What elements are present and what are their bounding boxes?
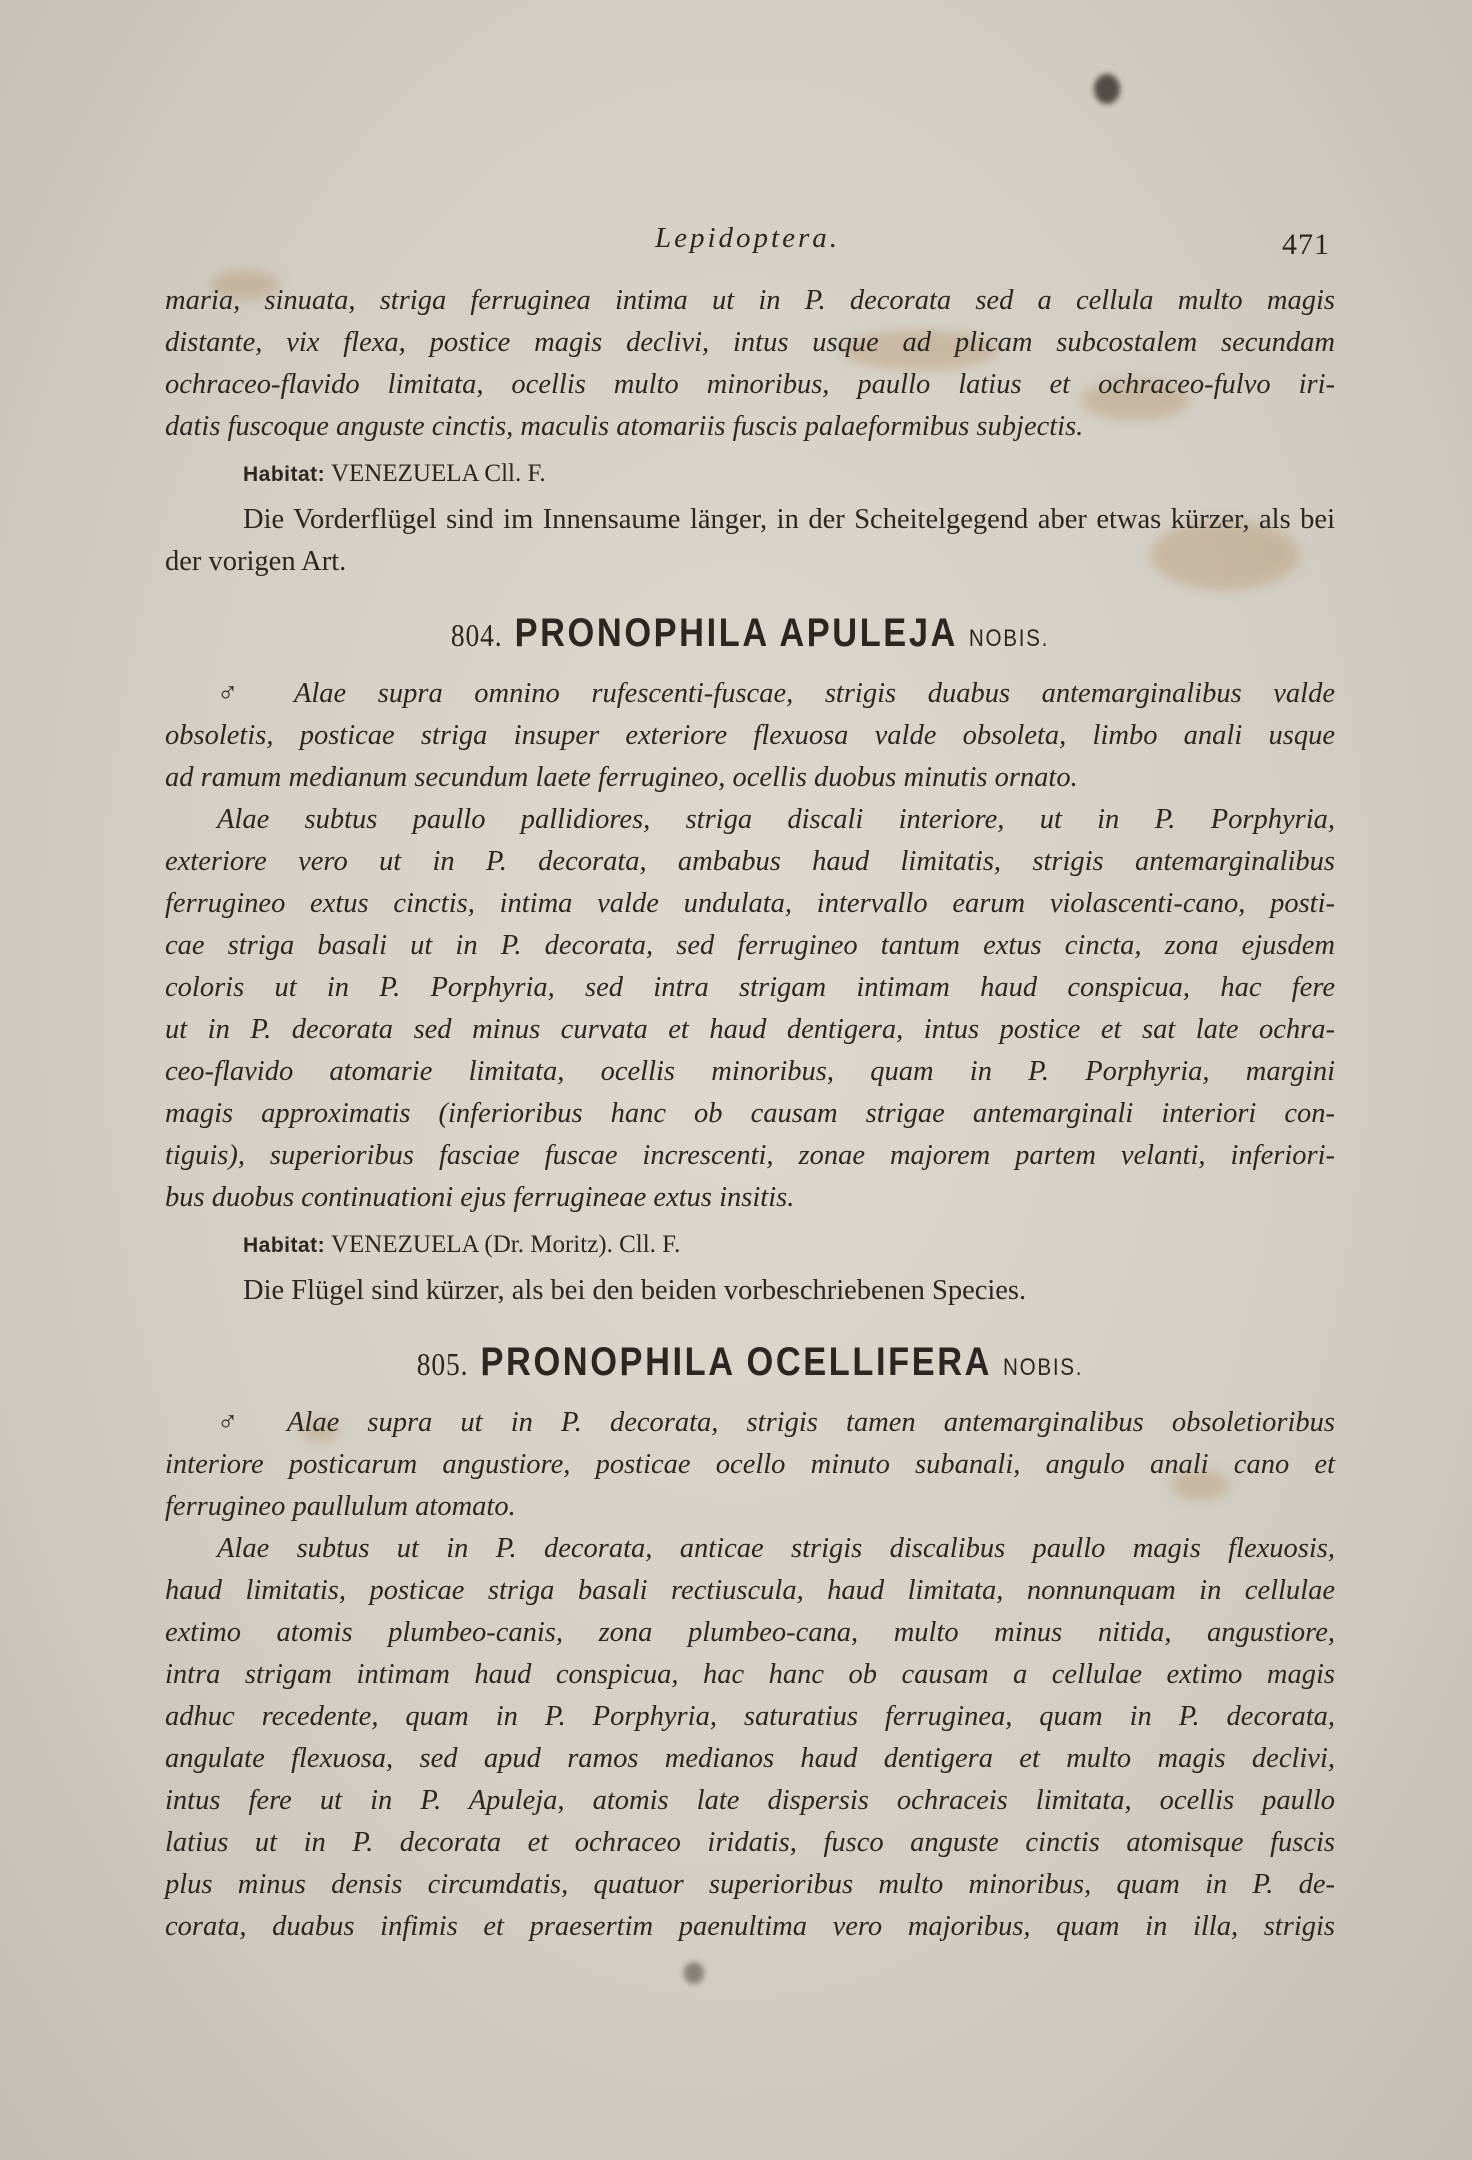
german-note: Die Vorderflügel sind im Innensaume länger, in der Scheitelgegend aber etwas kürzer, als bei der vorigen Art. <box>165 504 1335 577</box>
latin-line: distante, vix flexa, postice magis declivi, intus usque ad plicam subcostalem secundam <box>165 327 1335 358</box>
latin-line: Alae subtus ut in P. decorata, anticae strigis discalibus paullo magis flexuosis, <box>217 1533 1335 1564</box>
ink-spot <box>1094 74 1120 104</box>
latin-line: ♂ Alae supra ut in P. decorata, strigis tamen antemarginalibus obsoletioribus <box>217 1407 1335 1438</box>
latin-line: exteriore vero ut in P. decorata, ambabus haud limitatis, strigis antemarginalibus <box>165 846 1335 877</box>
latin-line: ochraceo-flavido limitata, ocellis multo minoribus, paullo latius et ochraceo-fulvo iri- <box>165 369 1335 400</box>
latin-line: haud limitatis, posticae striga basali rectiuscula, haud limitata, nonnunquam in cellulae <box>165 1575 1335 1606</box>
latin-line: intra strigam intimam haud conspicua, hac hanc ob causam a cellulae extimo magis <box>165 1659 1335 1690</box>
latin-line: obsoletis, posticae striga insuper exteriore flexuosa valde obsoleta, limbo anali usque <box>165 720 1335 751</box>
species-heading-804 <box>247 609 1253 663</box>
latin-line: ferrugineo paullulum atomato. <box>165 1491 516 1522</box>
species-name: PRONOPHILA APULEJA <box>514 611 957 655</box>
latin-line: latius ut in P. decorata et ochraceo iridatis, fusco anguste cinctis atomisque fuscis <box>165 1827 1335 1858</box>
species-author: NOBIS. <box>968 625 1050 652</box>
latin-line: tiguis), superioribus fasciae fuscae increscenti, zonae majorem partem velanti, inferiori- <box>165 1140 1335 1171</box>
latin-line: Alae subtus paullo pallidiores, striga discali interiore, ut in P. Porphyria, <box>217 804 1335 835</box>
latin-line: plus minus densis circumdatis, quatuor superioribus multo minoribus, quam in P. de- <box>165 1869 1335 1900</box>
latin-line: maria, sinuata, striga ferruginea intima ut in P. decorata sed a cellula multo magis <box>165 285 1335 316</box>
latin-line: ut in P. decorata sed minus curvata et haud dentigera, intus postice et sat late ochra- <box>165 1014 1335 1045</box>
latin-line: ad ramum medianum secundum laete ferrugineo, ocellis duobus minutis ornato. <box>165 762 1078 793</box>
habitat-label: Habitat: <box>243 1234 326 1257</box>
habitat-label: Habitat: <box>243 463 326 486</box>
latin-line: intus fere ut in P. Apuleja, atomis late dispersis ochraceis limitata, ocellis paullo <box>165 1785 1335 1816</box>
species-author: NOBIS. <box>1002 1354 1084 1381</box>
latin-line: magis approximatis (inferioribus hanc ob causam strigae antemarginali interiori con- <box>165 1098 1335 1129</box>
running-head <box>0 222 1472 262</box>
latin-line: ceo-flavido atomarie limitata, ocellis minoribus, quam in P. Porphyria, margini <box>165 1056 1335 1087</box>
continuation-block <box>165 280 1335 1948</box>
habitat-line <box>243 1225 1335 1266</box>
page-number: 471 <box>1282 228 1330 261</box>
latin-line: ♂ Alae supra omnino rufescenti-fuscae, strigis duabus antemarginalibus valde <box>217 678 1335 709</box>
latin-line: datis fuscoque anguste cinctis, maculis atomariis fuscis palaeformibus subjectis. <box>165 411 1084 442</box>
latin-line: extimo atomis plumbeo-canis, zona plumbeo-cana, multo minus nitida, angustiore, <box>165 1617 1335 1648</box>
latin-line: bus duobus continuationi ejus ferrugineae extus insitis. <box>165 1182 795 1213</box>
latin-line: angulate flexuosa, sed apud ramos medianos haud dentigera et multo magis declivi, <box>165 1743 1335 1774</box>
running-head-title: Lepidoptera. <box>655 222 841 254</box>
species-number: 805. <box>416 1346 469 1382</box>
latin-line: interiore posticarum angustiore, posticae ocello minuto subanali, angulo anali cano et <box>165 1449 1335 1480</box>
habitat-value: VENEZUELA (Dr. Moritz). Cll. F. <box>330 1231 681 1258</box>
german-note: Die Flügel sind kürzer, als bei den beiden vorbeschriebenen Species. <box>243 1275 1027 1306</box>
habitat-value: VENEZUELA Cll. F. <box>330 460 546 487</box>
ink-spot <box>684 1962 704 1984</box>
species-number: 804. <box>450 617 503 653</box>
habitat-line <box>243 454 1335 495</box>
species-name: PRONOPHILA OCELLIFERA <box>480 1340 991 1384</box>
latin-line: ferrugineo extus cinctis, intima valde undulata, intervallo earum violascenti-cano, posti- <box>165 888 1335 919</box>
latin-line: corata, duabus infimis et praesertim paenultima vero majoribus, quam in illa, strigis <box>165 1911 1335 1942</box>
species-heading-805 <box>247 1338 1253 1392</box>
latin-line: cae striga basali ut in P. decorata, sed ferrugineo tantum extus cincta, zona ejusdem <box>165 930 1335 961</box>
latin-line: adhuc recedente, quam in P. Porphyria, saturatius ferruginea, quam in P. decorata, <box>165 1701 1335 1732</box>
latin-line: coloris ut in P. Porphyria, sed intra strigam intimam haud conspicua, hac fere <box>165 972 1335 1003</box>
